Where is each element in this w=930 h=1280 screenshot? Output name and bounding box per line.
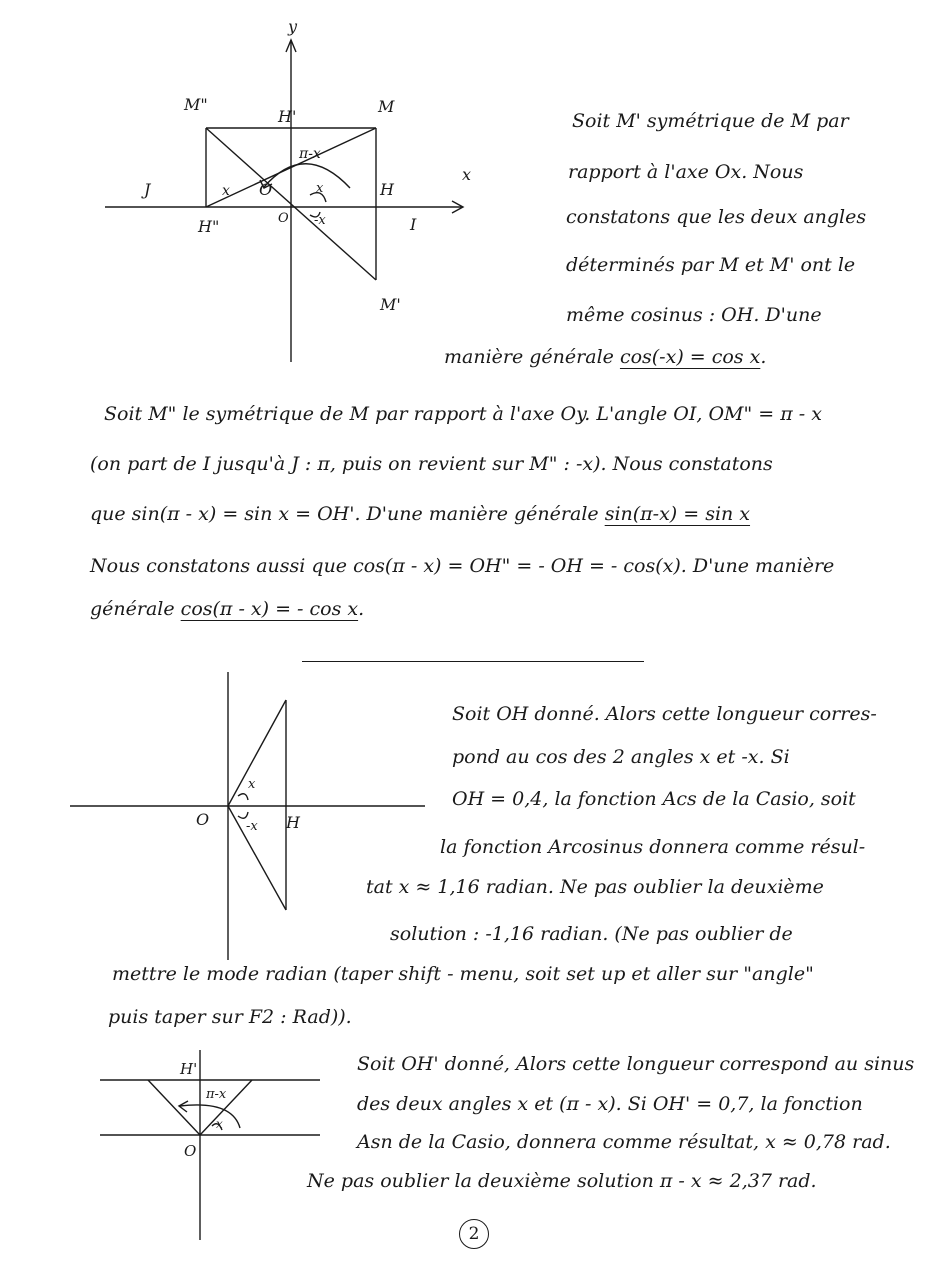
text-run: . [358,598,365,620]
text-line: même cosinus : OH. D'une [566,304,822,326]
text-line: tat x ≈ 1,16 radian. Ne pas oublier la deuxième [366,876,824,898]
text-line: Soit OH donné. Alors cette longueur corres- [452,703,877,725]
label-minus-x: -x [314,213,326,228]
text-line: des deux angles x et (π - x). Si OH' = 0,7, la fonction [357,1093,863,1115]
label-O: O [196,810,210,829]
label-M-prime: M' [380,295,401,314]
label-M-double: M" [184,95,208,114]
text-line: constatons que les deux angles [566,206,867,228]
label-M: M [378,97,395,116]
label-H: H [286,813,300,832]
text-line: (on part de I jusqu'à J : π, puis on revient sur M" : -x). Nous constatons [90,453,773,475]
text-line: la fonction Arcosinus donnera comme résul- [440,836,866,858]
formula-cos-even: cos(-x) = cos x [619,346,761,368]
label-H: H [380,180,394,199]
text-line: Soit OH' donné, Alors cette longueur correspond au sinus [357,1053,915,1075]
section-divider [302,661,644,662]
text-line: rapport à l'axe Ox. Nous [568,161,804,183]
formula-sin-pi-minus-x: sin(π-x) = sin x [604,503,751,525]
figure-cosine [70,670,430,970]
text-line: Asn de la Casio, donnera comme résultat, x ≈ 0,78 rad. [357,1131,891,1153]
label-minus-x: -x [246,819,258,834]
label-x-arc: x [316,181,324,196]
label-pi-minus-x: π-x [206,1087,227,1102]
label-x-left: x [222,183,230,199]
text-line: puis taper sur F2 : Rad)). [108,1006,352,1028]
label-pi-minus-x: π-x [299,146,321,162]
formula-cos-pi-minus-x: cos(π - x) = - cos x [180,598,359,620]
label-x: x [216,1117,223,1131]
label-O-center: O [278,211,289,226]
label-H-prime: H' [180,1060,198,1078]
text-run: manière générale [444,346,620,368]
label-O: O [184,1142,197,1160]
angle-arc-pi-minus-x [264,164,350,188]
text-line [444,348,766,367]
figure-sine [100,1050,340,1250]
text-line [90,600,364,619]
page-number: 2 [459,1219,489,1249]
text-line: déterminés par M et M' ont le [566,254,856,276]
text-line: Ne pas oublier la deuxième solution π - x ≈ 2,37 rad. [307,1170,817,1192]
text-line: OH = 0,4, la fonction Acs de la Casio, soit [452,788,856,810]
label-x-axis: x [462,165,472,184]
text-run: générale [90,598,181,620]
label-y: y [288,17,298,36]
text-line: pond au cos des 2 angles x et -x. Si [452,746,790,768]
figure-symmetry-ox-oy [100,10,490,370]
text-run: . [760,346,767,368]
label-H-prime: H' [278,107,297,126]
label-O-left: O [259,180,273,199]
label-x: x [248,777,256,792]
text-run: que sin(π - x) = sin x = OH'. D'une manière générale [90,503,605,525]
text-line: Soit M" le symétrique de M par rapport à l'axe Oy. L'angle OI, OM" = π - x [104,403,822,425]
label-J: J [144,180,151,199]
text-line: Soit M' symétrique de M par [572,110,849,132]
label-H-double: H" [198,217,220,236]
text-line: solution : -1,16 radian. (Ne pas oublier de [390,923,793,945]
text-line: mettre le mode radian (taper shift - menu, soit set up et aller sur "angle" [112,963,814,985]
label-I: I [410,215,417,234]
text-line [90,505,750,524]
text-line: Nous constatons aussi que cos(π - x) = OH" = - OH = - cos(x). D'une manière [90,555,835,577]
